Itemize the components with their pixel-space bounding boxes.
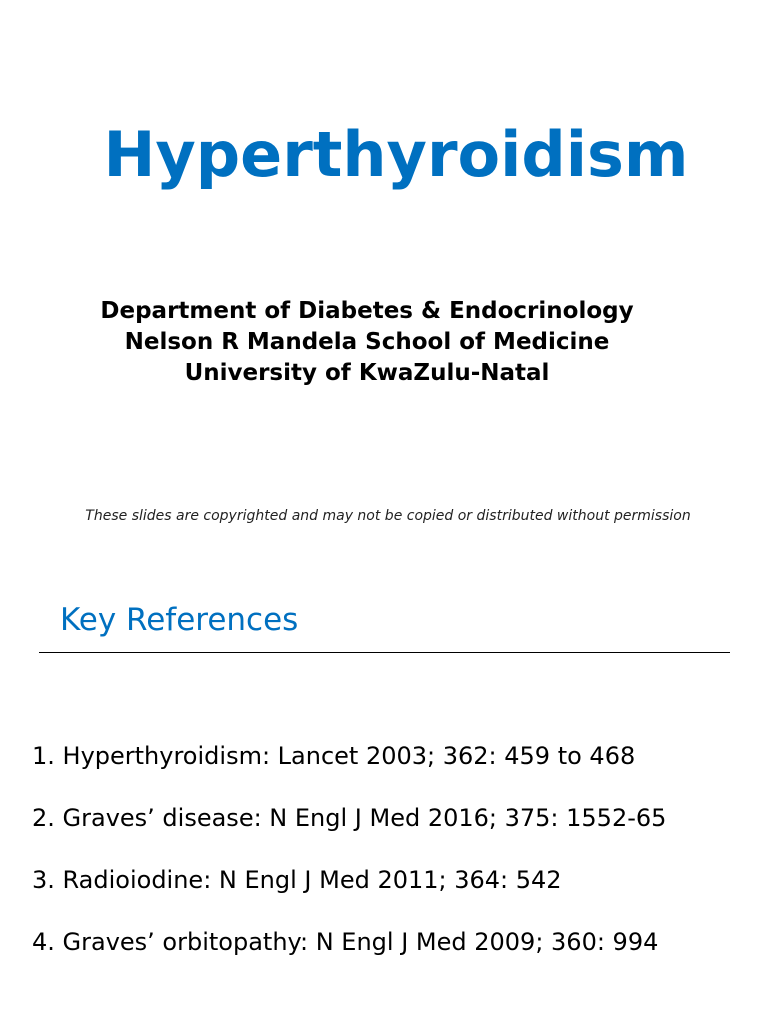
reference-item: 1. Hyperthyroidism: Lancet 2003; 362: 459 to 468 [32, 742, 636, 770]
reference-item: 3. Radioiodine: N Engl J Med 2011; 364: 542 [32, 866, 562, 894]
reference-item: 2. Graves’ disease: N Engl J Med 2016; 375: 1552-65 [32, 804, 667, 832]
affiliation-school: Nelson R Mandela School of Medicine [124, 329, 610, 355]
section-divider [39, 652, 730, 653]
affiliation-department: Department of Diabetes & Endocrinology [100, 298, 634, 324]
key-references-heading: Key References [60, 602, 299, 638]
page-title: Hyperthyroidism [103, 118, 689, 191]
affiliation-university: University of KwaZulu-Natal [184, 360, 550, 386]
copyright-notice: These slides are copyrighted and may not be copied or distributed without permission [85, 508, 691, 524]
reference-list [32, 734, 666, 982]
affiliation-block [0, 296, 734, 389]
reference-item: 4. Graves’ orbitopathy: N Engl J Med 2009; 360: 994 [32, 928, 659, 956]
